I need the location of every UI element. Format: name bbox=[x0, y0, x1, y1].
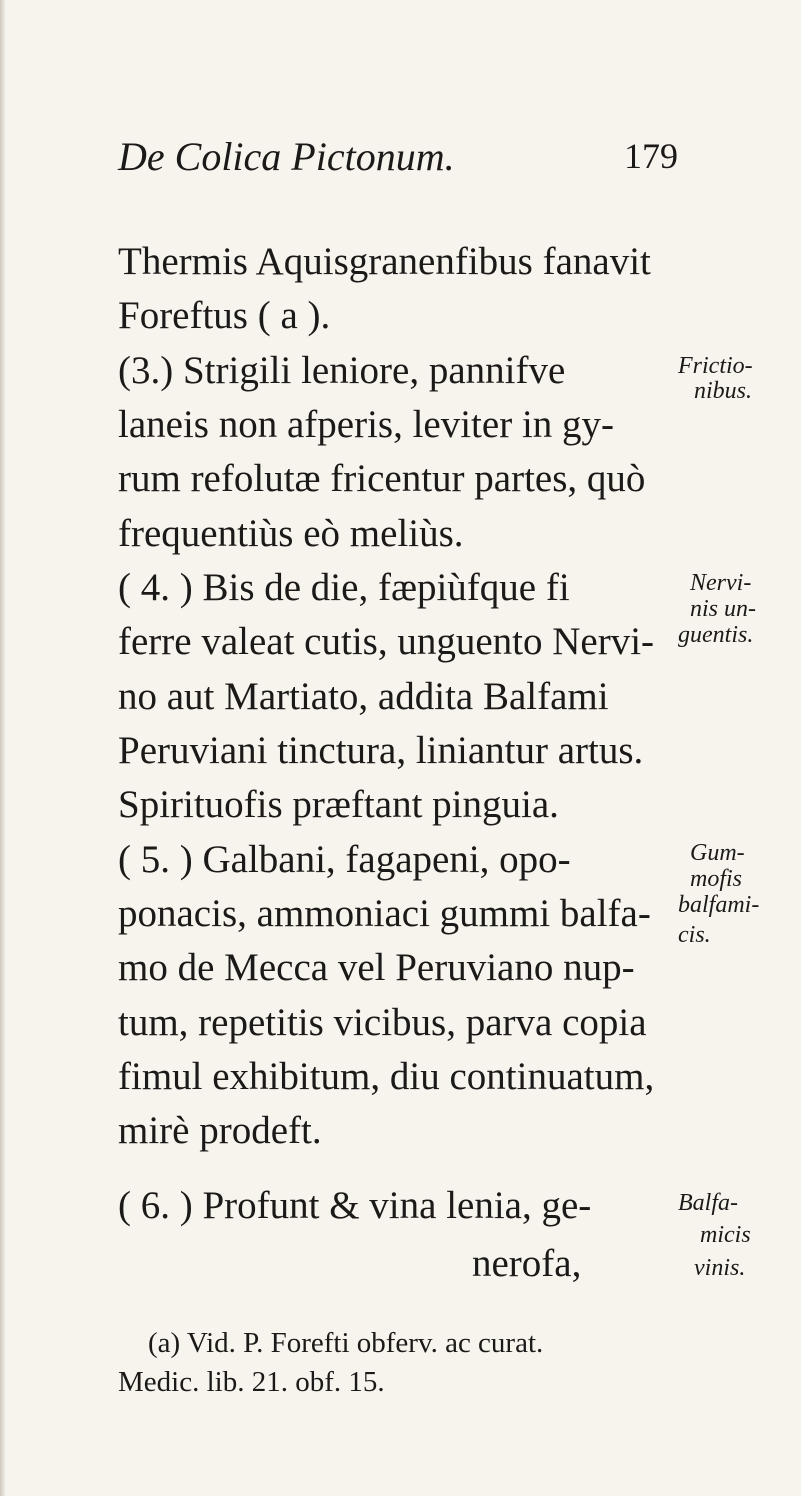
running-header bbox=[118, 133, 678, 193]
margin-note: Balfa- bbox=[678, 1190, 738, 1216]
text-line: no aut Martiato, addita Balfami bbox=[118, 675, 609, 718]
margin-note: cis. bbox=[678, 922, 711, 948]
text-line: laneis non afperis, leviter in gy- bbox=[118, 403, 615, 446]
margin-note: vinis. bbox=[694, 1255, 746, 1281]
text-line: Peruviani tinctura, liniantur artus. bbox=[118, 729, 644, 772]
text-line: rum refolutæ fricentur partes, quò bbox=[118, 457, 646, 500]
footnote-line: Medic. lib. 21. obf. 15. bbox=[118, 1366, 385, 1398]
margin-note: Frictio- bbox=[678, 353, 753, 379]
text-line: ( 5. ) Galbani, fagapeni, opo- bbox=[118, 838, 571, 881]
margin-note: micis bbox=[700, 1222, 751, 1248]
text-line: Foreftus ( a ). bbox=[118, 294, 331, 337]
margin-note: nibus. bbox=[694, 378, 753, 404]
text-line: (3.) Strigili leniore, pannifve bbox=[118, 349, 566, 392]
text-line: ( 4. ) Bis de die, fæpiùfque fi bbox=[118, 566, 570, 609]
text-line: mo de Mecca vel Peruviano nup- bbox=[118, 946, 635, 989]
margin-note: mofis bbox=[690, 866, 743, 892]
text-line: nerofa, bbox=[472, 1242, 582, 1285]
text-line: ferre valeat cutis, unguento Nervi- bbox=[118, 620, 655, 663]
text-line: ponacis, ammoniaci gummi balfa- bbox=[118, 892, 651, 935]
text-line: fimul exhibitum, diu continuatum, bbox=[118, 1055, 655, 1098]
text-line: ( 6. ) Profunt & vina lenia, ge- bbox=[118, 1184, 592, 1227]
text-line: Spirituofis præftant pinguia. bbox=[118, 783, 559, 826]
text-line: mirè prodeft. bbox=[118, 1109, 322, 1152]
margin-note: nis un- bbox=[690, 596, 756, 622]
text-line: tum, repetitis vicibus, parva copia bbox=[118, 1001, 647, 1044]
page-number: 179 bbox=[624, 136, 678, 176]
running-title: De Colica Pictonum. bbox=[118, 134, 455, 179]
page-edge-shadow bbox=[0, 0, 6, 1496]
text-line: frequentiùs eò meliùs. bbox=[118, 512, 464, 555]
margin-note: balfami- bbox=[678, 892, 760, 918]
text-line: Thermis Aquisgranenfibus fanavit bbox=[118, 240, 651, 283]
margin-note: guentis. bbox=[678, 622, 754, 648]
margin-note: Gum- bbox=[690, 840, 745, 866]
margin-note: Nervi- bbox=[690, 570, 752, 596]
footnote-line: (a) Vid. P. Forefti obferv. ac curat. bbox=[148, 1327, 544, 1359]
